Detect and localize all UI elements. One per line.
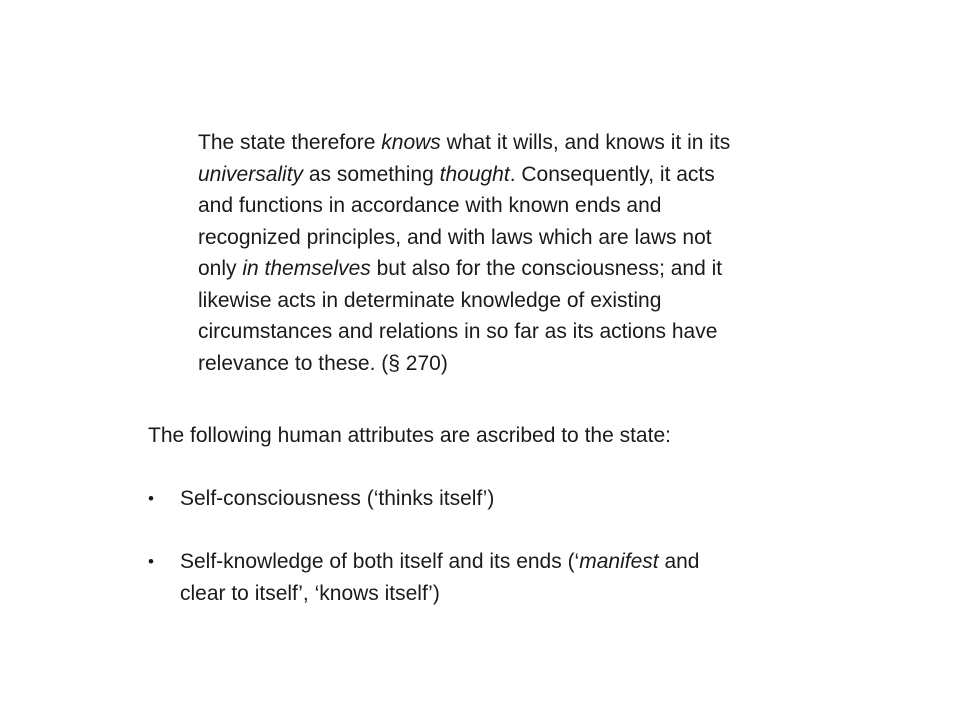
emphasis-text: thought xyxy=(439,162,510,186)
bullet-line xyxy=(180,578,699,610)
quote-line xyxy=(198,159,838,191)
text-run: Self-knowledge of both itself and its ends (‘ xyxy=(180,550,580,573)
quote-line xyxy=(198,253,838,285)
text-run: as something xyxy=(303,162,440,186)
text-run: . Consequently, it acts xyxy=(509,162,715,186)
bullet-list xyxy=(148,483,699,641)
text-run: and xyxy=(658,550,700,573)
bullet-dot-icon: • xyxy=(148,489,154,508)
quote-line xyxy=(198,316,838,348)
quote-line xyxy=(198,190,838,222)
bullet-line xyxy=(180,546,699,578)
text-run: recognized principles, and with laws which are laws not xyxy=(198,225,712,249)
quote-line xyxy=(198,222,838,254)
text-run: but also for the consciousness; and it xyxy=(370,257,723,280)
quote-line xyxy=(198,285,838,317)
text-run: likewise acts in determinate knowledge of existing xyxy=(198,288,662,312)
text-run: what it wills, and knows it in its xyxy=(440,131,731,154)
block-quote xyxy=(198,127,838,379)
emphasis-text: universality xyxy=(198,162,304,186)
bullet-item xyxy=(148,483,699,515)
text-run: circumstances and relations in so far as its actions have xyxy=(198,320,718,343)
quote-line xyxy=(198,348,838,380)
emphasis-text: knows xyxy=(381,131,441,154)
text-run: Self-consciousness (‘thinks itself’) xyxy=(180,487,495,510)
bullet-item xyxy=(148,546,699,609)
intro-text: The following human attributes are ascribed to the state: xyxy=(148,424,671,447)
bullet-line xyxy=(180,483,699,515)
text-run: clear to itself’, ‘knows itself’) xyxy=(180,581,440,605)
text-run: and functions in accordance with known ends and xyxy=(198,194,662,217)
text-run: The state therefore xyxy=(198,131,382,154)
emphasis-text: in themselves xyxy=(242,257,371,280)
text-run: only xyxy=(198,257,243,280)
bullet-dot-icon: • xyxy=(148,552,154,571)
emphasis-text: manifest xyxy=(579,550,659,573)
text-run: relevance to these. (§ 270) xyxy=(198,351,448,375)
quote-line xyxy=(198,127,838,159)
